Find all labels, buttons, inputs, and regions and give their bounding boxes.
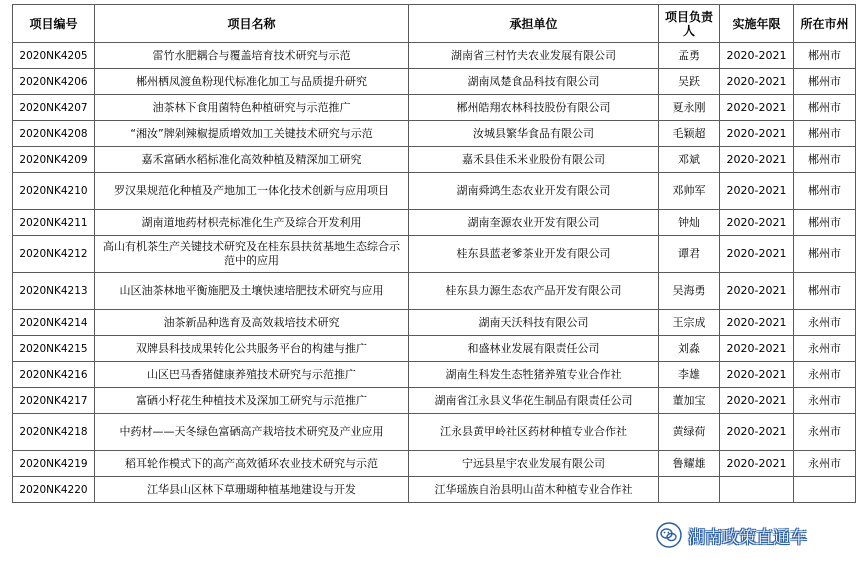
cell-leader bbox=[659, 477, 720, 503]
table-row bbox=[13, 336, 856, 362]
cell-city: 永州市 bbox=[794, 414, 856, 451]
table-body bbox=[13, 43, 856, 503]
cell-code: 2020NK4217 bbox=[13, 388, 95, 414]
cell-leader: 邓帅军 bbox=[659, 173, 720, 210]
cell-city: 郴州市 bbox=[794, 69, 856, 95]
cell-code: 2020NK4214 bbox=[13, 310, 95, 336]
table-row bbox=[13, 173, 856, 210]
table-row bbox=[13, 69, 856, 95]
cell-city: 郴州市 bbox=[794, 147, 856, 173]
cell-code: 2020NK4220 bbox=[13, 477, 95, 503]
cell-leader: 王宗成 bbox=[659, 310, 720, 336]
header-city: 所在市州 bbox=[794, 5, 856, 43]
cell-name: 山区巴马香猪健康养殖技术研究与示范推广 bbox=[95, 362, 409, 388]
cell-period: 2020-2021 bbox=[720, 121, 794, 147]
cell-code: 2020NK4213 bbox=[13, 273, 95, 310]
cell-name: 双牌县科技成果转化公共服务平台的构建与推广 bbox=[95, 336, 409, 362]
cell-leader: 吴海勇 bbox=[659, 273, 720, 310]
cell-period: 2020-2021 bbox=[720, 336, 794, 362]
header-row bbox=[13, 5, 856, 43]
cell-period: 2020-2021 bbox=[720, 362, 794, 388]
header-period: 实施年限 bbox=[720, 5, 794, 43]
cell-code: 2020NK4218 bbox=[13, 414, 95, 451]
header-leader: 项目负责人 bbox=[659, 5, 720, 43]
cell-name: 嘉禾富硒水稻标准化高效种植及精深加工研究 bbox=[95, 147, 409, 173]
cell-name: 稻耳轮作模式下的高产高效循环农业技术研究与示范 bbox=[95, 451, 409, 477]
table-row bbox=[13, 388, 856, 414]
cell-unit: 桂东县蓝老爹茶业开发有限公司 bbox=[409, 236, 659, 273]
cell-city: 永州市 bbox=[794, 388, 856, 414]
cell-leader: 董加宝 bbox=[659, 388, 720, 414]
cell-leader: 谭君 bbox=[659, 236, 720, 273]
cell-code: 2020NK4212 bbox=[13, 236, 95, 273]
cell-unit: 湖南天沃科技有限公司 bbox=[409, 310, 659, 336]
cell-leader: 刘淼 bbox=[659, 336, 720, 362]
cell-unit: 江华瑶族自治县明山苗木种植专业合作社 bbox=[409, 477, 659, 503]
cell-city: 永州市 bbox=[794, 362, 856, 388]
cell-period bbox=[720, 477, 794, 503]
cell-name: “湘汝”牌剁辣椒提质增效加工关键技术研究与示范 bbox=[95, 121, 409, 147]
cell-name: 郴州栖凤渡鱼粉现代标准化加工与品质提升研究 bbox=[95, 69, 409, 95]
cell-code: 2020NK4205 bbox=[13, 43, 95, 69]
cell-leader: 邓斌 bbox=[659, 147, 720, 173]
cell-unit: 湖南舜鸿生态农业开发有限公司 bbox=[409, 173, 659, 210]
cell-code: 2020NK4216 bbox=[13, 362, 95, 388]
cell-unit: 江永县黄甲岭社区药材种植专业合作社 bbox=[409, 414, 659, 451]
cell-city: 郴州市 bbox=[794, 236, 856, 273]
header-unit: 承担单位 bbox=[409, 5, 659, 43]
cell-city: 永州市 bbox=[794, 336, 856, 362]
cell-leader: 孟勇 bbox=[659, 43, 720, 69]
table-row bbox=[13, 414, 856, 451]
cell-name: 富硒小籽花生种植技术及深加工研究与示范推广 bbox=[95, 388, 409, 414]
table-row bbox=[13, 236, 856, 273]
cell-leader: 夏永刚 bbox=[659, 95, 720, 121]
cell-city: 永州市 bbox=[794, 451, 856, 477]
table-row bbox=[13, 210, 856, 236]
cell-code: 2020NK4211 bbox=[13, 210, 95, 236]
cell-period: 2020-2021 bbox=[720, 414, 794, 451]
cell-name: 江华县山区林下草珊瑚种植基地建设与开发 bbox=[95, 477, 409, 503]
cell-code: 2020NK4206 bbox=[13, 69, 95, 95]
cell-city: 郴州市 bbox=[794, 210, 856, 236]
project-table bbox=[12, 4, 856, 503]
cell-unit: 和盛林业发展有限责任公司 bbox=[409, 336, 659, 362]
cell-code: 2020NK4209 bbox=[13, 147, 95, 173]
cell-unit: 郴州皓翔农林科技股份有限公司 bbox=[409, 95, 659, 121]
cell-period: 2020-2021 bbox=[720, 95, 794, 121]
cell-unit: 湖南生科发生态牲猪养殖专业合作社 bbox=[409, 362, 659, 388]
watermark bbox=[656, 522, 856, 548]
cell-code: 2020NK4215 bbox=[13, 336, 95, 362]
table-row bbox=[13, 95, 856, 121]
cell-unit: 汝城县繁华食品有限公司 bbox=[409, 121, 659, 147]
cell-city: 郴州市 bbox=[794, 43, 856, 69]
cell-leader: 鲁耀雄 bbox=[659, 451, 720, 477]
cell-period: 2020-2021 bbox=[720, 273, 794, 310]
cell-unit: 嘉禾县佳禾米业股份有限公司 bbox=[409, 147, 659, 173]
cell-name: 雷竹水肥耦合与覆盖培育技术研究与示范 bbox=[95, 43, 409, 69]
cell-unit: 桂东县力源生态农产品开发有限公司 bbox=[409, 273, 659, 310]
cell-code: 2020NK4207 bbox=[13, 95, 95, 121]
table-row bbox=[13, 43, 856, 69]
cell-unit: 湖南省三村竹夫农业发展有限公司 bbox=[409, 43, 659, 69]
cell-city: 永州市 bbox=[794, 310, 856, 336]
watermark-text: 湖南政策直通车 bbox=[688, 527, 807, 548]
table-row bbox=[13, 451, 856, 477]
cell-period: 2020-2021 bbox=[720, 69, 794, 95]
cell-period: 2020-2021 bbox=[720, 173, 794, 210]
cell-code: 2020NK4210 bbox=[13, 173, 95, 210]
cell-unit: 宁远县星宇农业发展有限公司 bbox=[409, 451, 659, 477]
cell-leader: 毛颖超 bbox=[659, 121, 720, 147]
wechat-icon bbox=[656, 522, 682, 548]
header-name: 项目名称 bbox=[95, 5, 409, 43]
cell-code: 2020NK4208 bbox=[13, 121, 95, 147]
cell-unit: 湖南省江永县义华花生制品有限责任公司 bbox=[409, 388, 659, 414]
cell-leader: 黄绿荷 bbox=[659, 414, 720, 451]
table-row bbox=[13, 147, 856, 173]
cell-period: 2020-2021 bbox=[720, 43, 794, 69]
cell-name: 湖南道地药材枳壳标准化生产及综合开发利用 bbox=[95, 210, 409, 236]
cell-city: 郴州市 bbox=[794, 173, 856, 210]
table-row bbox=[13, 273, 856, 310]
cell-period: 2020-2021 bbox=[720, 236, 794, 273]
table-row bbox=[13, 477, 856, 503]
cell-city: 郴州市 bbox=[794, 95, 856, 121]
cell-leader: 钟灿 bbox=[659, 210, 720, 236]
cell-unit: 湖南凤楚食品科技有限公司 bbox=[409, 69, 659, 95]
cell-city: 郴州市 bbox=[794, 121, 856, 147]
cell-code: 2020NK4219 bbox=[13, 451, 95, 477]
cell-period: 2020-2021 bbox=[720, 451, 794, 477]
cell-period: 2020-2021 bbox=[720, 210, 794, 236]
cell-name: 油茶林下食用菌特色种植研究与示范推广 bbox=[95, 95, 409, 121]
cell-leader: 吴跃 bbox=[659, 69, 720, 95]
cell-name: 山区油茶林地平衡施肥及土壤快速培肥技术研究与应用 bbox=[95, 273, 409, 310]
cell-name: 油茶新品种选育及高效栽培技术研究 bbox=[95, 310, 409, 336]
cell-unit: 湖南奎源农业开发有限公司 bbox=[409, 210, 659, 236]
cell-city bbox=[794, 477, 856, 503]
header-code: 项目编号 bbox=[13, 5, 95, 43]
table-row bbox=[13, 362, 856, 388]
cell-name: 中药材——天冬绿色富硒高产栽培技术研究及产业应用 bbox=[95, 414, 409, 451]
cell-period: 2020-2021 bbox=[720, 388, 794, 414]
table-row bbox=[13, 121, 856, 147]
table-row bbox=[13, 310, 856, 336]
cell-leader: 李雄 bbox=[659, 362, 720, 388]
cell-period: 2020-2021 bbox=[720, 310, 794, 336]
cell-city: 郴州市 bbox=[794, 273, 856, 310]
cell-name: 高山有机茶生产关键技术研究及在桂东县扶贫基地生态综合示范中的应用 bbox=[95, 236, 409, 273]
cell-name: 罗汉果规范化种植及产地加工一体化技术创新与应用项目 bbox=[95, 173, 409, 210]
cell-period: 2020-2021 bbox=[720, 147, 794, 173]
